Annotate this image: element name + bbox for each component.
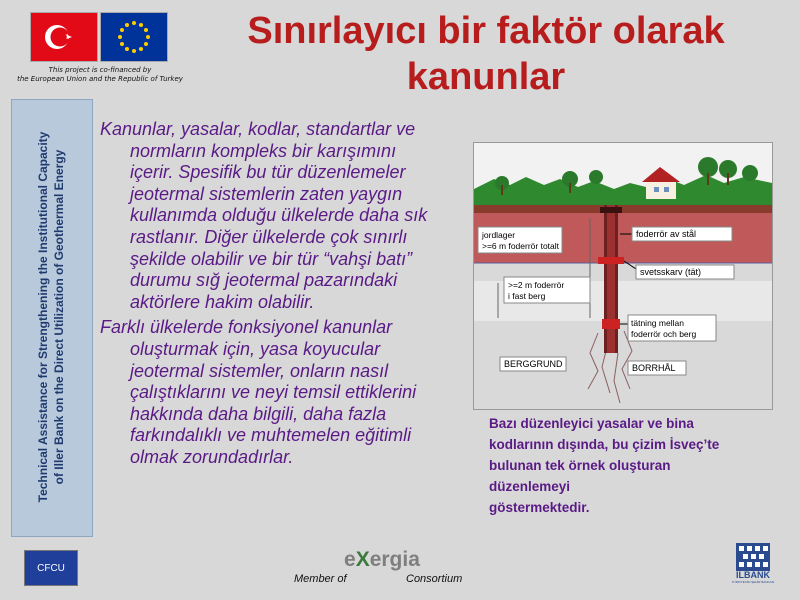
label-seal-2: foderrör och berg	[631, 329, 697, 339]
exergia-rest: ergia	[369, 548, 420, 571]
label-rock-casing-depth-1: >=2 m foderrör	[508, 280, 565, 290]
sidebar-line-2: of Iller Bank on the Direct Utilization of Geothermal Energy	[52, 149, 66, 485]
member-of-label: Member of	[294, 573, 347, 585]
label-bedrock: BERGGRUND	[504, 359, 563, 369]
sidebar-line-1: Technical Assistance for Strengthening the Institutional Capacity	[36, 131, 50, 503]
label-jordlager: jordlager	[482, 230, 516, 240]
exergia-prefix: e	[344, 548, 356, 571]
ilbank-subtitle: TÜRKİYE'NİN ŞEHİR BANKASI	[731, 580, 775, 584]
caption-line-4: düzenlemeyi	[489, 479, 571, 494]
turkey-flag-logo	[30, 12, 98, 62]
caption-line-5: göstermektedir.	[489, 500, 590, 515]
label-steel-casing: foderrör av stål	[636, 229, 697, 239]
exergia-wordmark	[344, 548, 420, 572]
cfcu-label: CFCU	[37, 562, 65, 574]
eu-flag-logo	[100, 12, 168, 62]
title-line-2: kanunlar	[406, 56, 566, 98]
cfcu-logo	[24, 550, 78, 586]
cofinance-note	[10, 66, 190, 84]
label-seal-1: tätning mellan	[631, 318, 684, 328]
ilbank-name: İLBANK	[736, 570, 770, 580]
label-weld-seal: svetsskarv (tät)	[640, 267, 702, 277]
bullet-paragraph-1: Kanunlar, yasalar, kodlar, standartlar ve normların kompleks bir karışımını içerir. Spesifik bu tür düzenlemeler jeotermal sistemlerin zaten yaygın kullanımda olduğu ülkelerde daha sık rastlanır. Diğer ülkelerde çok sınırlı şekilde olabilir ve bir tür “vahşi batı” durumu sığ jeotermal pazarındaki aktörlere hakim olabilir.	[100, 119, 428, 312]
title-line-1: Sınırlayıcı bir faktör olarak	[247, 10, 725, 52]
bullet-paragraph-2: Farklı ülkelerde fonksiyonel kanunlar oluşturmak için, yasa koyucular jeotermal sistemler, onların nasıl çalıştıklarını ve neyi temsil ettiklerini hakkında daha bilgili, daha fazla farkındalıklı ve muhtemelen eğitimli olmak zorundadırlar.	[100, 317, 417, 467]
slide-title	[186, 8, 786, 100]
borehole-diagram	[473, 142, 773, 410]
cofinance-line-2: the European Union and the Republic of Turkey	[17, 75, 183, 83]
ilbank-logo	[728, 543, 778, 585]
figure-caption	[489, 413, 789, 518]
label-borehole: BORRHÅL	[632, 363, 676, 373]
caption-line-3: bulunan tek örnek oluşturan	[489, 458, 671, 473]
consortium-label: Consortium	[406, 573, 463, 585]
slide-body	[100, 119, 440, 473]
exergia-consortium-logo	[294, 542, 480, 598]
caption-line-1: Bazı düzenleyici yasalar ve bina	[489, 416, 694, 431]
exergia-x: X	[355, 548, 370, 571]
label-soil-casing-depth: >=6 m foderrör totalt	[482, 241, 560, 251]
cofinance-line-1: This project is co-financed by	[48, 66, 152, 74]
label-rock-casing-depth-2: i fast berg	[508, 291, 546, 301]
ilbank-mark-icon	[736, 543, 770, 571]
caption-line-2: kodlarının dışında, bu çizim İsveç’te	[489, 437, 720, 452]
project-sidebar-text	[35, 107, 67, 527]
